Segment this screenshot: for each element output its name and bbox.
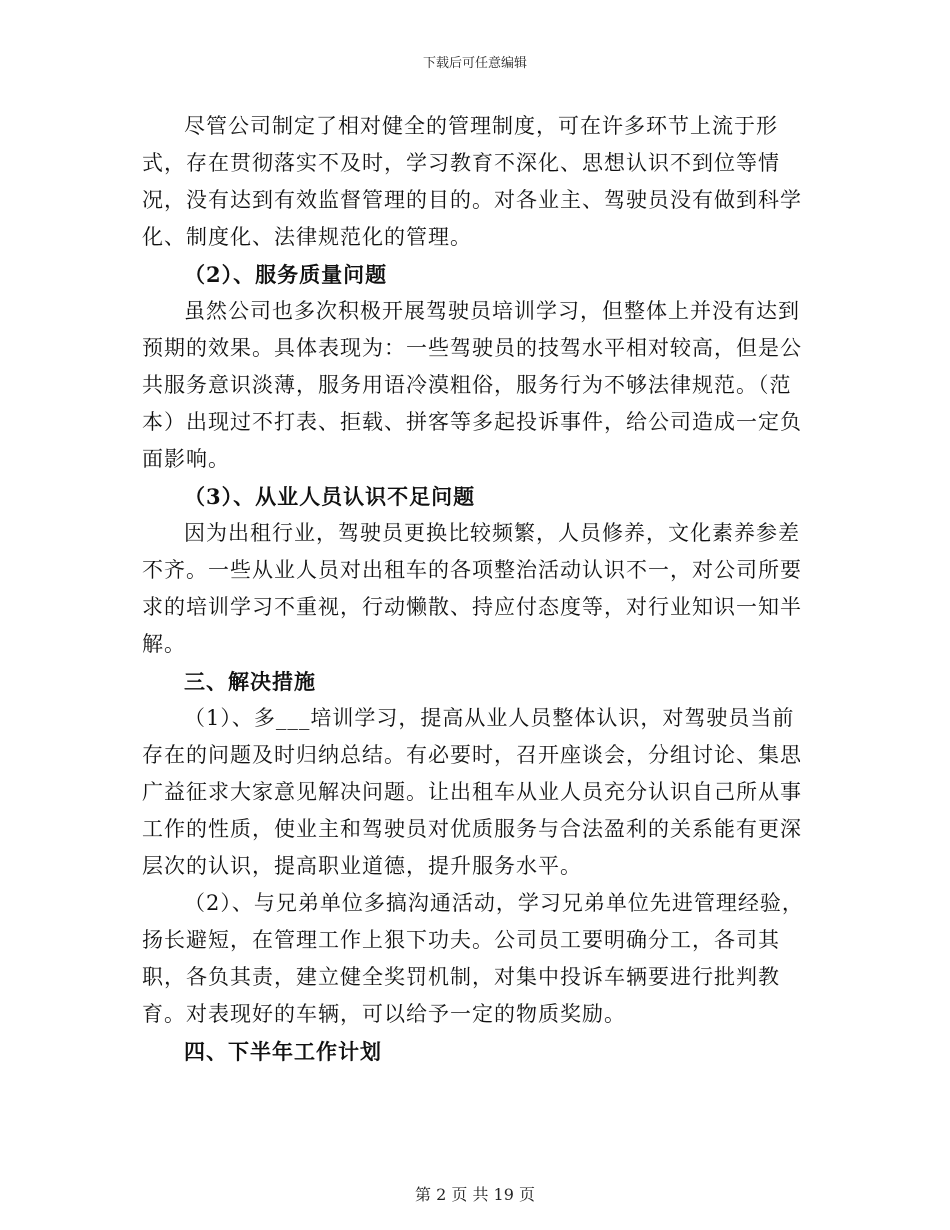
page-number-footer: 第 2 页 共 19 页 xyxy=(415,1185,535,1204)
body-paragraph: 尽管公司制定了相对健全的管理制度，可在许多环节上流于形式，存在贯彻落实不及时，学习教育不深化、思想认识不到位等情况，没有达到有效监督管理的目的。对各业主、驾驶员没有做到科学化、制度化、法律规范化的管理。 xyxy=(142,114,802,249)
body-paragraph: 因为出租行业，驾驶员更换比较频繁，人员修养，文化素养参差不齐。一些从业人员对出租车的各项整治活动认识不一，对公司所要求的培训学习不重视，行动懒散、持应付态度等，对行业知识一知半解。 xyxy=(142,521,802,656)
document-body xyxy=(142,108,808,1070)
body-paragraph: （2）、与兄弟单位多搞沟通活动，学习兄弟单位先进管理经验，扬长避短，在管理工作上狠下功夫。公司员工要明确分工，各司其职，各负其责，建立健全奖罚机制，对集中投诉车辆要进行批判教育。对表现好的车辆，可以给予一定的物质奖励。 xyxy=(142,891,804,1026)
section-heading: 三、解决措施 xyxy=(184,669,316,694)
body-paragraph: 虽然公司也多次积极开展驾驶员培训学习，但整体上并没有达到预期的效果。具体表现为：一些驾驶员的技驾水平相对较高，但是公共服务意识淡薄，服务用语冷漠粗俗，服务行为不够法律规范。（范本）出现过不打表、拒载、拼客等多起投诉事件，给公司造成一定负面影响。 xyxy=(142,299,802,471)
section-heading: 四、下半年工作计划 xyxy=(184,1039,382,1064)
section-heading: （3）、从业人员认识不足问题 xyxy=(184,484,476,509)
body-paragraph: （1）、多___培训学习，提高从业人员整体认识，对驾驶员当前存在的问题及时归纳总结。有必要时，召开座谈会，分组讨论、集思广益征求大家意见解决问题。让出租车从业人员充分认识自己所从事工作的性质，使业主和驾驶员对优质服务与合法盈利的关系能有更深层次的认识，提高职业道德，提升服务水平。 xyxy=(142,706,802,878)
page-header: 下载后可任意编辑 xyxy=(422,56,527,71)
section-heading: （2）、服务质量问题 xyxy=(184,262,388,287)
